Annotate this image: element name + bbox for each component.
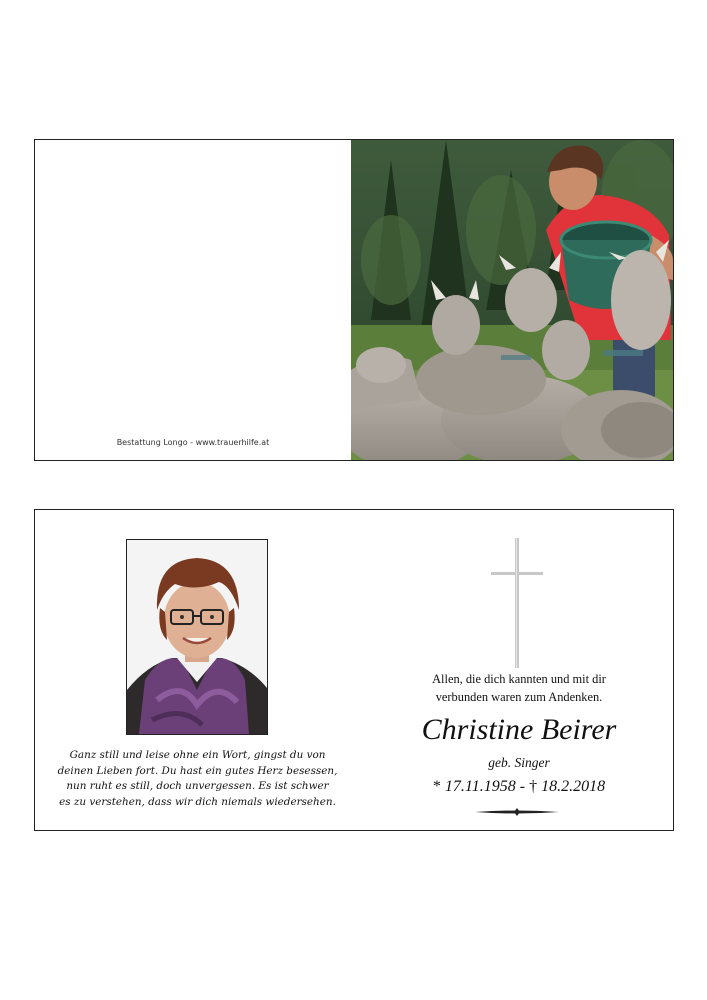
verse-line: nun ruht es still, doch unvergessen. Es ist schwer xyxy=(66,780,329,792)
maiden-name: geb. Singer xyxy=(488,755,550,770)
ornament-divider xyxy=(475,801,559,809)
verse-line: Ganz still und leise ohne ein Wort, gingst du von xyxy=(69,749,326,761)
photo-woman-feeding-goats xyxy=(351,140,673,460)
memorial-verse xyxy=(45,748,350,810)
dedication-text xyxy=(373,670,665,706)
verse-line: deinen Lieben fort. Du hast ein gutes Herz besessen, xyxy=(57,764,338,777)
birth-symbol: * xyxy=(432,778,441,795)
funeral-home-imprint: Bestattung Longo - www.trauerhilfe.at xyxy=(116,438,270,447)
dedication-line: verbunden waren zum Andenken. xyxy=(435,690,603,704)
death-date: 18.2.2018 xyxy=(541,778,606,795)
death-symbol: - † xyxy=(519,778,538,795)
birth-date: 17.11.1958 xyxy=(444,778,516,795)
cross-icon xyxy=(491,538,543,668)
verse-line: es zu verstehen, dass wir dich niemals wiedersehen. xyxy=(59,795,336,808)
dedication-line: Allen, die dich kannten und mit dir xyxy=(432,672,606,686)
deceased-name: Christine Beirer xyxy=(421,713,617,746)
portrait-photo xyxy=(126,539,268,735)
card-front-outer xyxy=(34,139,674,461)
card-inner xyxy=(34,509,674,831)
life-dates xyxy=(373,778,665,796)
